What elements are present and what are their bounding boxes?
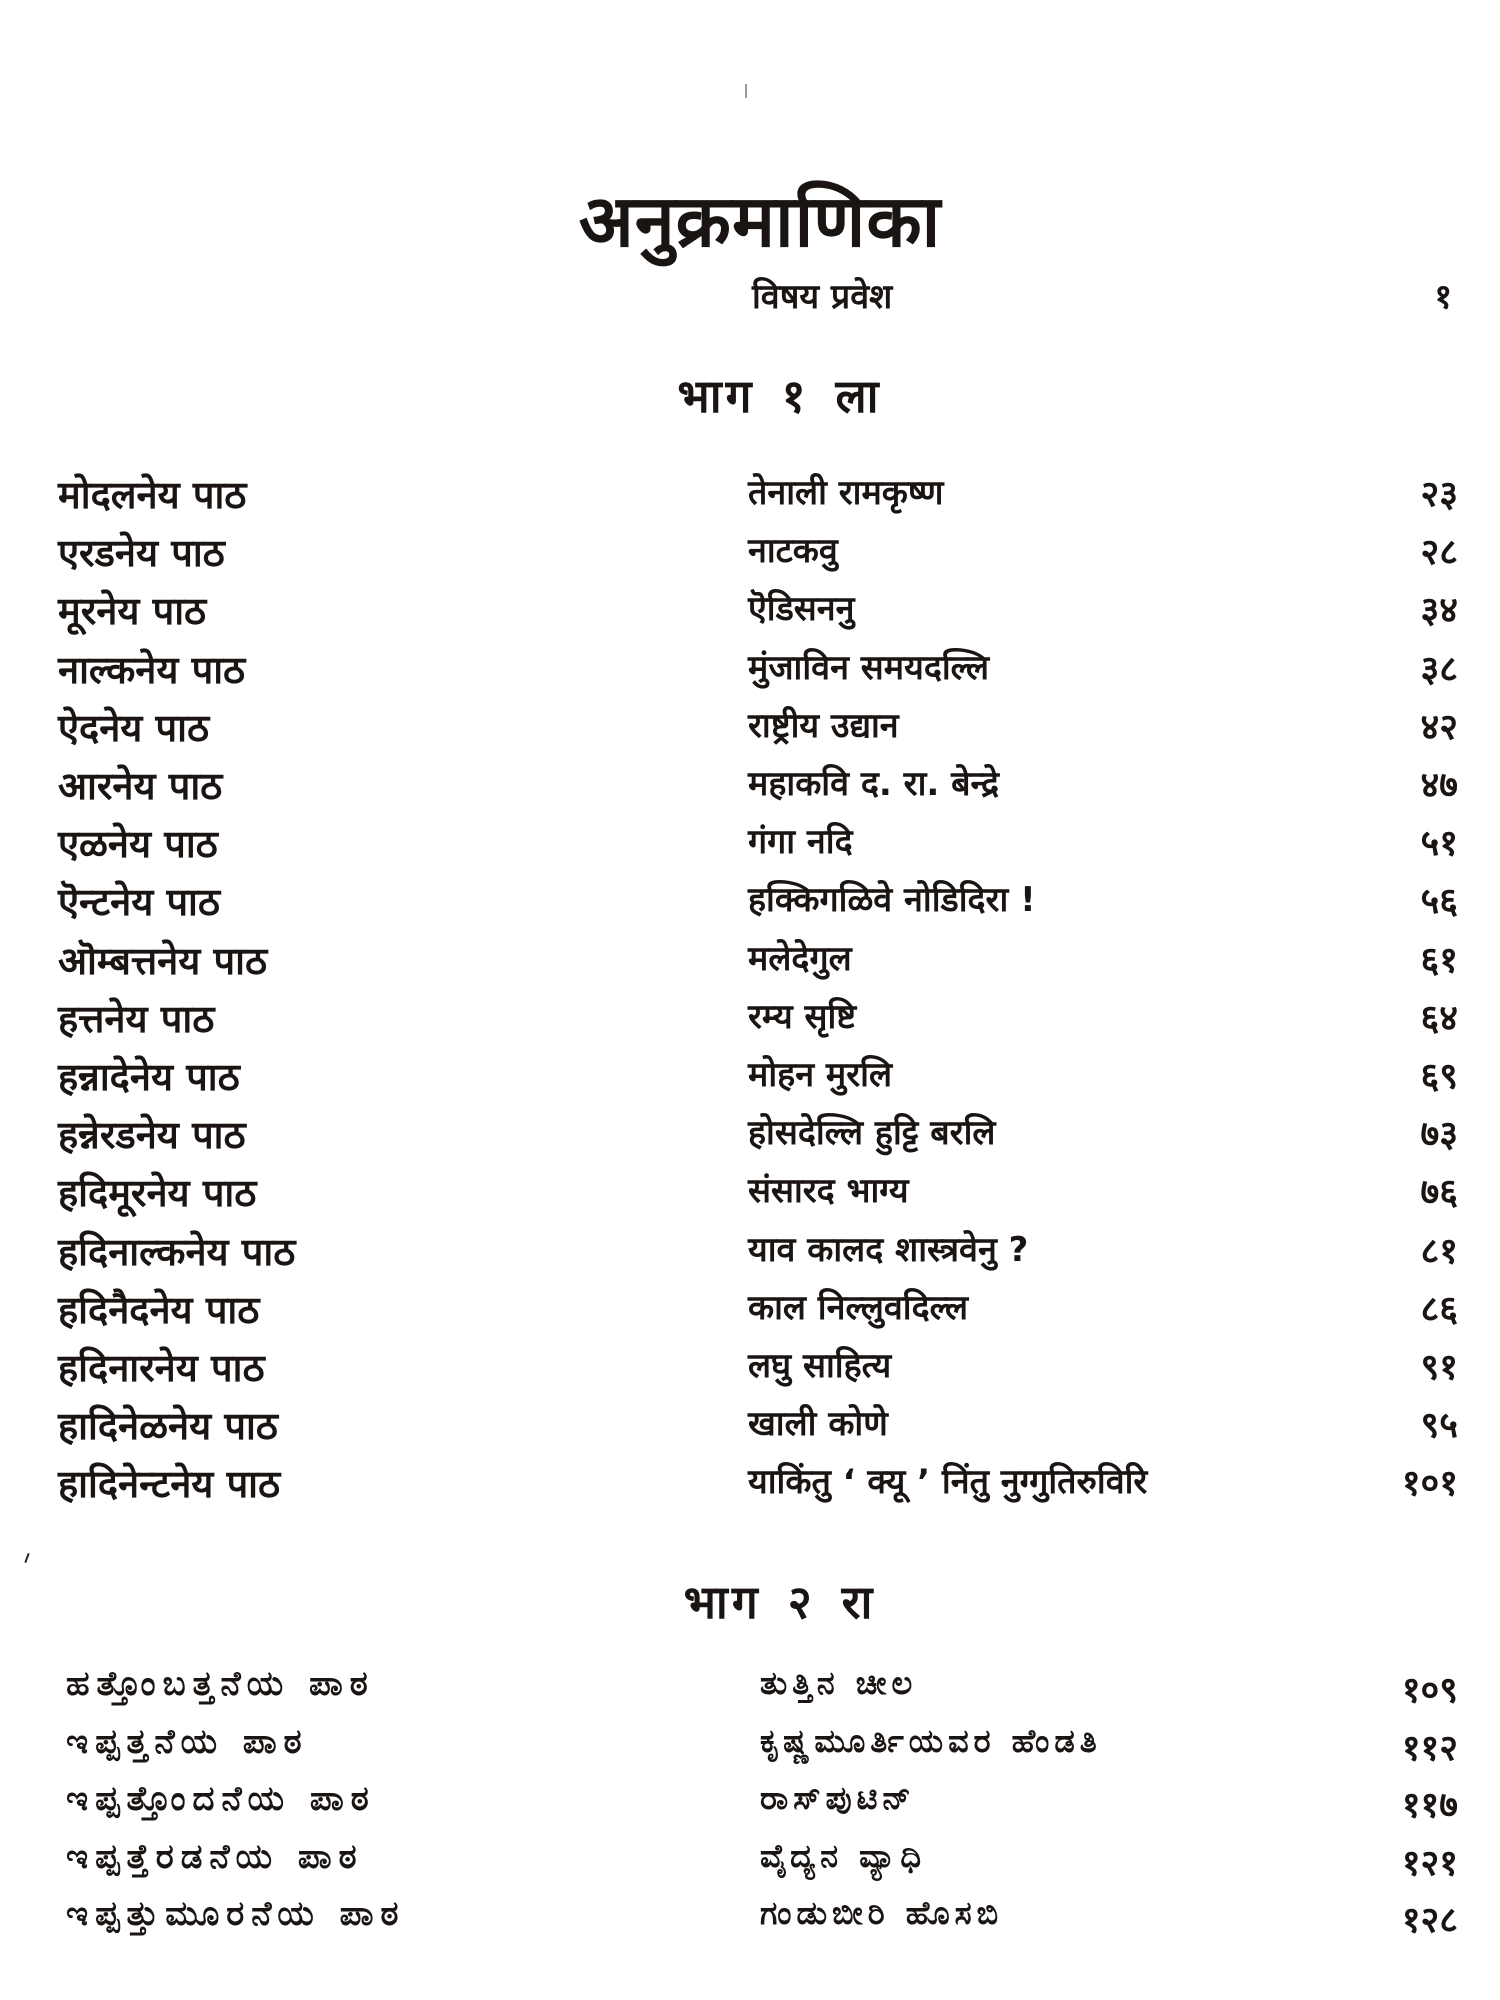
part1-heading: [0, 364, 1500, 426]
lesson-title: नाटकवु: [748, 531, 838, 572]
toc-row: [0, 1341, 1500, 1395]
toc-row: [0, 817, 1500, 871]
part1-heading-suffix: ला: [835, 369, 883, 423]
page-number: ९१: [1420, 1347, 1458, 1388]
toc-row: [0, 1894, 1500, 1948]
lesson-number: ಹತ್ತೊಂಬತ್ತನೆಯ ಪಾಠ: [66, 1664, 375, 1704]
lesson-number: आरनेय पाठ: [58, 764, 223, 808]
toc-row: [0, 1283, 1500, 1337]
scan-mark: [24, 1553, 29, 1563]
toc-row: [0, 1399, 1500, 1453]
page-number: १०१: [1401, 1463, 1458, 1505]
part2-heading-suffix: रा: [841, 1575, 877, 1629]
page-number: ३४: [1420, 590, 1458, 632]
toc-row: [0, 1457, 1500, 1511]
page-number: ११७: [1401, 1785, 1458, 1826]
lesson-number: हन्नादेनेय पाठ: [58, 1055, 240, 1099]
page-number: ७६: [1420, 1172, 1458, 1214]
lesson-title: लघु साहित्य: [748, 1346, 892, 1386]
lesson-number: एरडनेय पाठ: [58, 531, 225, 576]
lesson-number: मूरनेय पाठ: [58, 589, 207, 634]
lesson-number: हन्नेरडनेय पाठ: [58, 1113, 246, 1158]
lesson-title: तेनाली रामकृष्ण: [748, 473, 944, 513]
lesson-title: ऎडिसननु: [748, 589, 855, 630]
toc-row: [0, 701, 1500, 755]
lesson-title: होसदेल्लि हुट्टि बरलि: [748, 1113, 996, 1154]
page-number: ९५: [1420, 1405, 1458, 1447]
lesson-title: रम्य सृष्टि: [748, 996, 857, 1037]
lesson-title: मुंजाविन समयदल्लि: [748, 647, 990, 688]
lesson-title: हक्किगळिवे नोडिदिरा !: [748, 880, 1036, 921]
part1-heading-word: भाग: [677, 369, 756, 423]
part2-heading-word: भाग: [683, 1575, 762, 1629]
lesson-number: ऎन्टनेय पाठ: [58, 880, 220, 925]
lesson-number: मोदलनेय पाठ: [58, 473, 247, 517]
page-number: २८: [1420, 532, 1458, 574]
lesson-title: संसारद भाग्य: [748, 1171, 909, 1212]
page-number: ८१: [1420, 1230, 1458, 1272]
lesson-number: हादिनेन्टनेय पाठ: [58, 1462, 281, 1507]
toc-row: [0, 1664, 1500, 1718]
lesson-number: ऐदनेय पाठ: [58, 705, 210, 750]
lesson-number: हदिमूरनेय पाठ: [58, 1171, 257, 1216]
toc-row: [0, 584, 1500, 638]
toc-row: [0, 1166, 1500, 1220]
lesson-title: खाली कोणे: [748, 1404, 888, 1445]
part2-heading-number: २: [787, 1575, 816, 1629]
page-number: ८६: [1420, 1288, 1458, 1330]
scan-mark: [745, 84, 747, 98]
lesson-number: ಇಪ್ಪತ್ತೆರಡನೆಯ ಪಾಠ: [66, 1836, 364, 1877]
toc-row: [0, 934, 1500, 988]
toc-row: [0, 1050, 1500, 1104]
lesson-title: याव कालद शास्त्रवेनु ?: [748, 1229, 1029, 1270]
part1-heading-number: १: [781, 369, 810, 423]
page-number: ३८: [1420, 648, 1458, 690]
lesson-number: हादिनेळनेय पाठ: [58, 1404, 278, 1449]
toc-row: [0, 1225, 1500, 1279]
page-number: ४७: [1420, 765, 1458, 806]
page-number: ६१: [1420, 939, 1458, 981]
lesson-number: एळनेय पाठ: [58, 822, 218, 867]
page-number: ५६: [1420, 881, 1458, 923]
lesson-number: ಇಪ್ಪತ್ತುಮೂರನೆಯ ಪಾಠ: [66, 1894, 406, 1934]
toc-row: [0, 526, 1500, 580]
page-number: ११२: [1401, 1727, 1458, 1769]
lesson-title: ರಾಸ್‌ಪುಟಿನ್: [760, 1779, 916, 1817]
lesson-title: ಕೃಷ್ಣಮೂರ್ತಿಯವರ ಹೆಂಡತಿ: [760, 1721, 1102, 1760]
toc-row: [0, 1722, 1500, 1776]
lesson-number: हदिनैदनेय पाठ: [58, 1287, 260, 1332]
toc-row: [0, 468, 1500, 522]
intro-row: [0, 272, 1500, 322]
lesson-title: ತುತ್ತಿನ ಚೀಲ: [760, 1664, 918, 1702]
toc-row: [0, 1108, 1500, 1162]
lesson-title: ವೈದ್ಯನ ವ್ಯಾಧಿ: [760, 1836, 927, 1875]
lesson-number: ಇಪ್ಪತ್ತನೆಯ ಪಾಠ: [66, 1721, 309, 1762]
toc-row: [0, 643, 1500, 697]
page-number: ५१: [1420, 823, 1458, 865]
page-title: अनुक्रमाणिका: [578, 179, 942, 263]
page-number: २३: [1420, 474, 1458, 515]
lesson-title: गंगा नदि: [748, 822, 853, 863]
toc-row: [0, 1779, 1500, 1833]
intro-page-number: १: [1434, 277, 1452, 317]
lesson-title: मलेदेगुल: [748, 938, 852, 979]
lesson-number: हदिनाल्कनेय पाठ: [58, 1229, 296, 1274]
lesson-title: महाकवि द. रा. बेन्द्रे: [748, 764, 1000, 804]
page-number: १०९: [1401, 1670, 1458, 1711]
page-number: ४२: [1420, 706, 1458, 748]
lesson-number: हदिनारनेय पाठ: [58, 1346, 265, 1390]
lesson-title: राष्ट्रीय उद्यान: [748, 705, 899, 746]
part2-heading: [0, 1570, 1500, 1632]
page-number: ७३: [1420, 1114, 1458, 1156]
lesson-number: हत्तनेय पाठ: [58, 996, 215, 1041]
page-number: ६९: [1420, 1056, 1458, 1097]
page-number: १२८: [1401, 1900, 1458, 1941]
toc-row: [0, 1837, 1500, 1891]
lesson-number: नाल्कनेय पाठ: [58, 647, 246, 692]
intro-title: विषय प्रवेश: [752, 277, 893, 317]
lesson-title: याकिंतु ‘ क्यू ’ निंतु नुग्गुतिरुविरि: [748, 1462, 1148, 1503]
toc-row: [0, 875, 1500, 929]
page-number: ६४: [1420, 997, 1458, 1039]
toc-row: [0, 992, 1500, 1046]
lesson-number: ಇಪ್ಪತ್ತೊಂದನೆಯ ಪಾಠ: [66, 1779, 376, 1819]
lesson-number: ऒम्बत्तनेय पाठ: [58, 938, 268, 983]
lesson-title: काल निल्लुवदिल्ल: [748, 1287, 969, 1328]
page-number: १२१: [1401, 1842, 1458, 1884]
lesson-title: ಗಂಡುಬೀರಿ ಹೊಸಬಿ: [760, 1894, 1004, 1932]
toc-row: [0, 759, 1500, 813]
lesson-title: मोहन मुरलि: [748, 1055, 892, 1095]
